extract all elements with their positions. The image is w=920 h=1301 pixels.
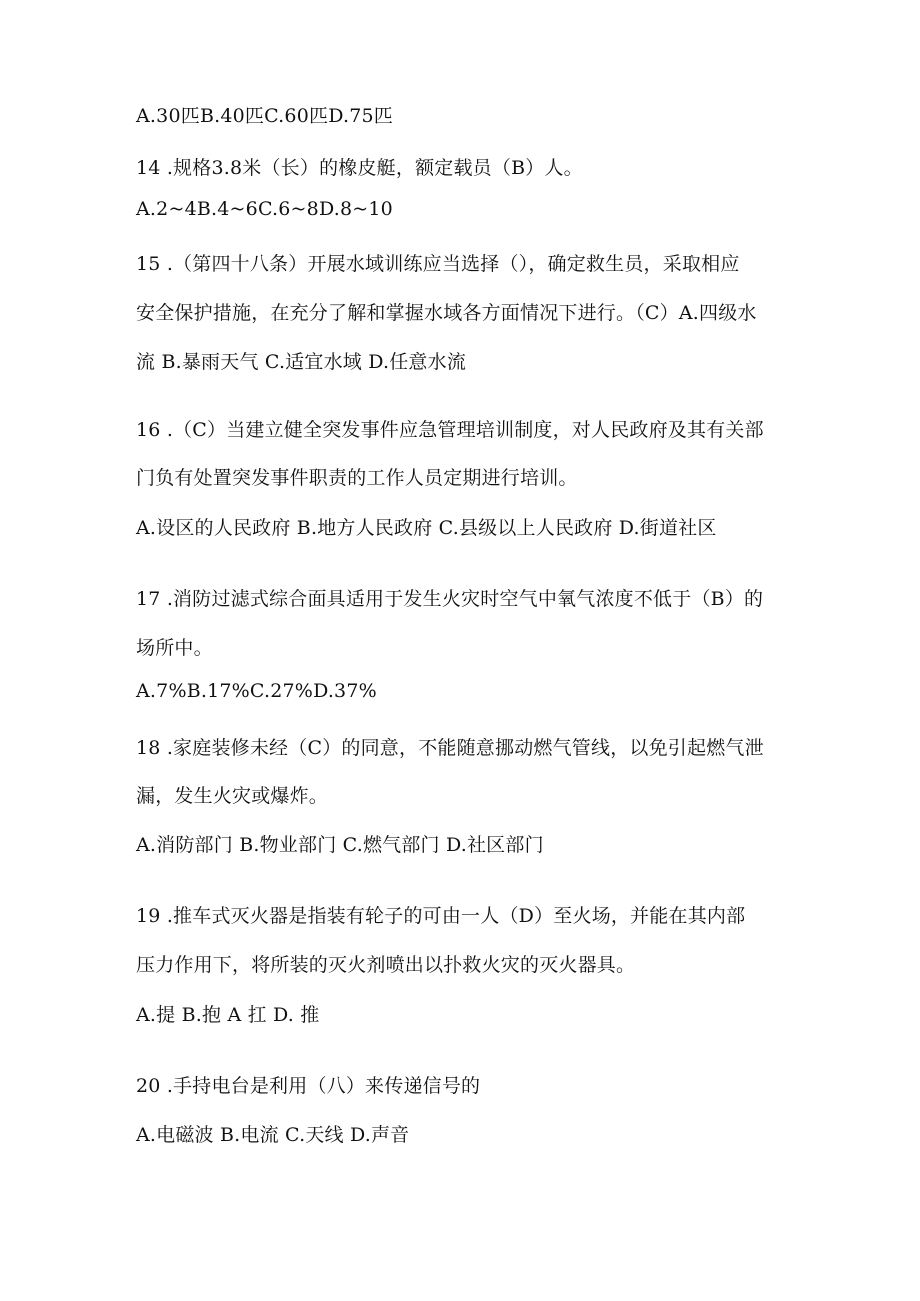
- question-17-line-2: 场所中。: [136, 637, 213, 659]
- answer-options-19: A.提 B.抱 A 扛 D. 推: [136, 1004, 320, 1026]
- question-19-line-2: 压力作用下，将所装的灭火剂喷出以扑救火灾的灭火器具。: [136, 954, 636, 976]
- answer-options-17: A.7%B.17%C.27%D.37%: [136, 680, 377, 702]
- question-15-line-1: 15 .（第四十八条）开展水域训练应当选择（），确定救生员，采取相应: [136, 253, 740, 275]
- answer-options-16: A.设区的人民政府 B.地方人民政府 C.县级以上人民政府 D.街道社区: [136, 517, 717, 539]
- question-18-line-2: 漏，发生火灾或爆炸。: [136, 785, 329, 807]
- answer-options-20: A.电磁波 B.电流 C.天线 D.声音: [136, 1124, 410, 1146]
- question-20: 20 .手持电台是利用（八）来传递信号的: [136, 1075, 481, 1097]
- answer-options-18: A.消防部门 B.物业部门 C.燃气部门 D.社区部门: [136, 834, 544, 856]
- question-16-line-1: 16 .（C）当建立健全突发事件应急管理培训制度，对人民政府及其有关部: [136, 419, 764, 441]
- answer-options-14: A.2~4B.4~6C.6~8D.8~10: [136, 198, 393, 220]
- question-15-line-3: 流 B.暴雨天气 C.适宜水域 D.任意水流: [136, 351, 467, 373]
- question-18-line-1: 18 .家庭装修未经（C）的同意，不能随意挪动燃气管线，以免引起燃气泄: [136, 737, 764, 759]
- question-15-line-2: 安全保护措施，在充分了解和掌握水域各方面情况下进行。（C）A.四级水: [136, 302, 757, 324]
- answer-options-13: A.30匹B.40匹C.60匹D.75匹: [136, 105, 393, 127]
- question-17-line-1: 17 .消防过滤式综合面具适用于发生火灾时空气中氧气浓度不低于（B）的: [136, 588, 764, 610]
- question-16-line-2: 门负有处置突发事件职责的工作人员定期进行培训。: [136, 467, 578, 489]
- question-19-line-1: 19 .推车式灭火器是指装有轮子的可由一人（D）至火场，并能在其内部: [136, 905, 746, 927]
- question-14: 14 .规格3.8米（长）的橡皮艇，额定载员（B）人。: [136, 157, 583, 179]
